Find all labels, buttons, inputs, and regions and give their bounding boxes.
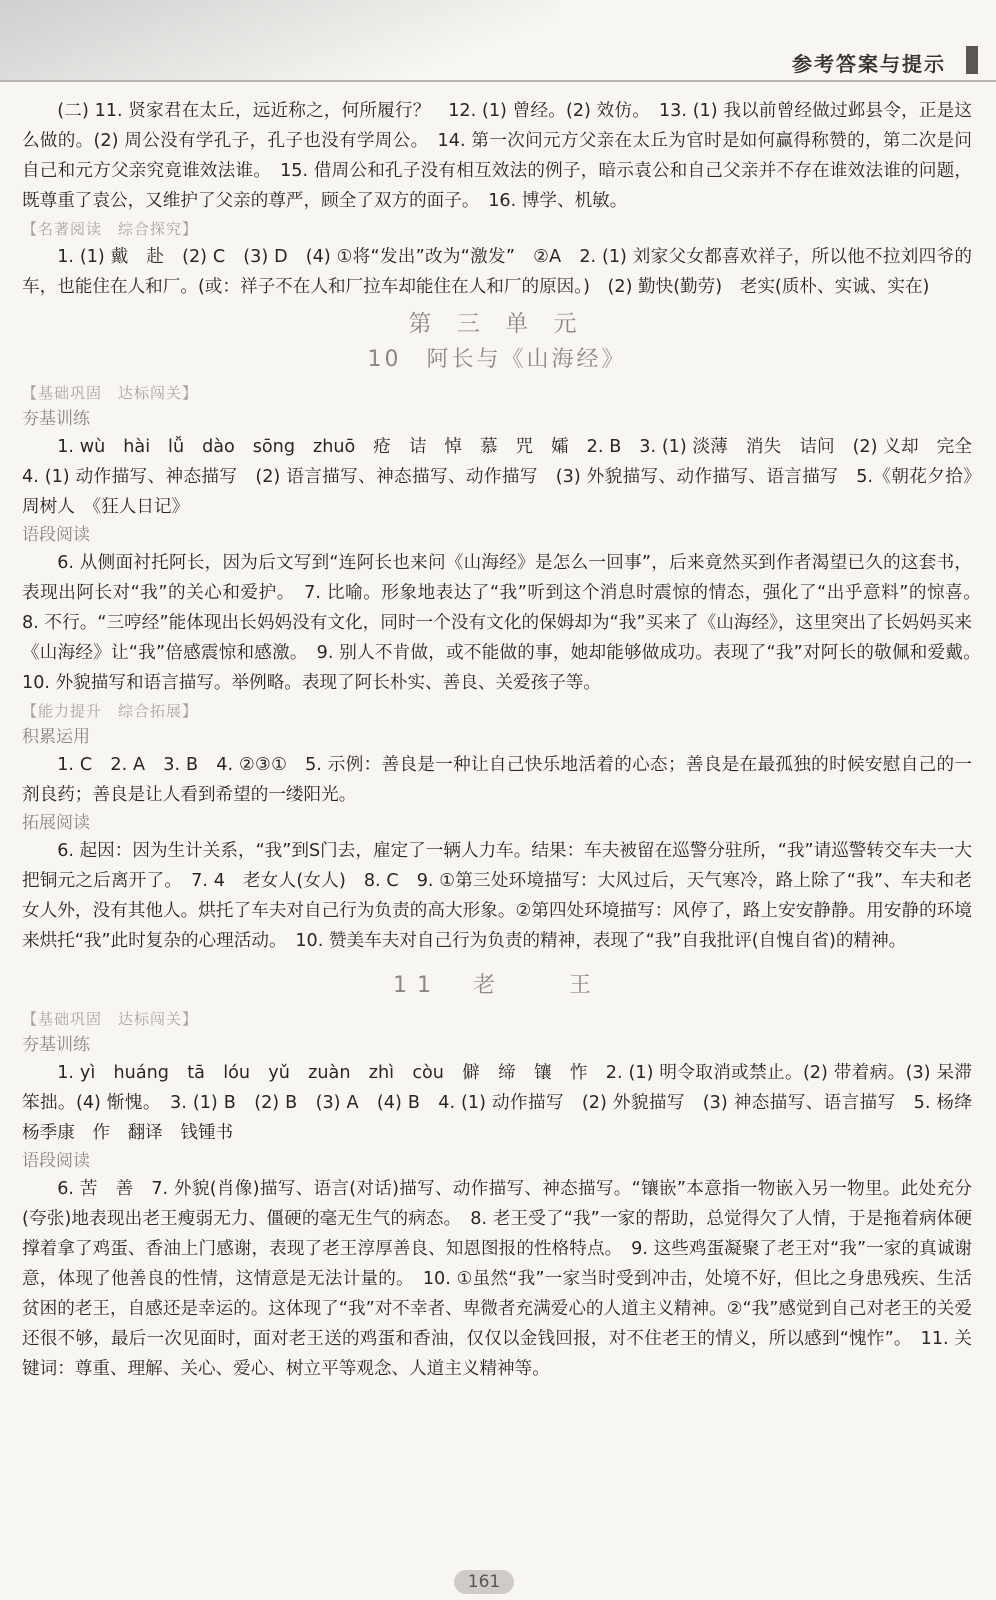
answer-paragraph: (二) 11. 贤家君在太丘，远近称之，何所履行？ 12. (1) 曾经。(2) 效仿。 13. (1) 我以前曾经做过邺县令，正是这么做的。(2) 周公没有学孔子，孔子也没有学周公。 14. 第一次问元方父亲在太丘为官时是如何赢得称赞的，第二次是问自己和元方父亲究竟谁效法谁。 15. 借周公和孔子没有相互效法的例子，暗示袁公和自己父亲并不存在谁效法谁的问题，既尊重了袁公，又维护了父亲的尊严，顾全了双方的面子。 16. 博学、机敏。 xyxy=(22,101,972,211)
section-label: 【基础巩固 达标闯关】 xyxy=(22,1010,199,1028)
answer-paragraph: 1. yì huáng tā lóu yǔ zuàn zhì còu 僻 缔 镶 怍 2. (1) 明令取消或禁止。(2) 带着病。(3) 呆滞笨拙。(4) 惭愧。 3. (1) B (2) B (3) A (4) B 4. (1) 动作描写 (2) 外貌描写 (3) 神态描写、语言描写 5. 杨绛 杨季康 作 翻译 钱锺书 xyxy=(22,1063,990,1143)
header-decoration xyxy=(0,0,560,80)
sub-section-label: 拓展阅读 xyxy=(22,813,90,833)
section-label: 【基础巩固 达标闯关】 xyxy=(22,384,199,402)
sub-section-label: 夯基训练 xyxy=(22,1035,90,1055)
section-label: 【名著阅读 综合探究】 xyxy=(22,220,199,238)
answer-paragraph: 1. C 2. A 3. B 4. ②③① 5. 示例：善良是一种让自己快乐地活着的心态；善良是在最孤独的时候安慰自己的一剂良药；善良是让人看到希望的一缕阳光。 xyxy=(22,755,972,805)
answer-content xyxy=(22,96,990,1384)
answer-paragraph: 6. 从侧面衬托阿长，因为后文写到“连阿长也来问《山海经》是怎么一回事”，后来竟然买到作者渴望已久的这套书，表现出阿长对“我”的关心和爱护。 7. 比喻。形象地表达了“我”听到这个消息时震惊的情态，强化了“出乎意料”的惊喜。 8. 不行。“三哼经”能体现出长妈妈没有文化，同时一个没有文化的保姆却为“我”买来了《山海经》，这里突出了长妈妈买来《山海经》让“我”倍感震惊和感激。 9. 别人不肯做，或不能做的事，她却能够做成功。表现了“我”对阿长的敬佩和爱戴。 10. 外貌描写和语言描写。举例略。表现了阿长朴实、善良、关爱孩子等。 xyxy=(22,553,990,693)
answer-paragraph: 1. wù hài lǚ dào sōng zhuō 疮 诘 悼 慕 咒 孀 2. B 3. (1) 淡薄 消失 诘问 (2) 义却 完全 4. (1) 动作描写、神态描写 (2) 语言描写、神态描写、动作描写 (3) 外貌描写、动作描写、语言描写 5.《朝花夕拾》 周树人 《狂人日记》 xyxy=(22,437,990,517)
answer-paragraph: 6. 苦 善 7. 外貌(肖像)描写、语言(对话)描写、动作描写、神态描写。“镶嵌”本意指一物嵌入另一物里。此处充分(夸张)地表现出老王瘦弱无力、僵硬的毫无生气的病态。 8. 老王受了“我”一家的帮助，总觉得欠了人情，于是拖着病体硬撑着拿了鸡蛋、香油上门感谢，表现了老王淳厚善良、知恩图报的性格特点。 9. 这些鸡蛋凝聚了老王对“我”一家的真诚谢意，体现了他善良的性情，这情意是无法计量的。 10. ①虽然“我”一家当时受到冲击，处境不好，但比之身患残疾、生活贫困的老王，自感还是幸运的。这体现了“我”对不幸者、卑微者充满爱心的人道主义精神。②“我”感觉到自己对老王的关爱还很不够，最后一次见面时，面对老王送的鸡蛋和香油，仅仅以金钱回报，对不住老王的情义，所以感到“愧怍”。 11. 关键词：尊重、理解、关心、爱心、树立平等观念、人道主义精神等。 xyxy=(22,1179,972,1379)
header-divider xyxy=(0,80,996,82)
lesson-title: 11 老 王 xyxy=(393,973,601,998)
header-bar xyxy=(966,46,978,74)
sub-section-label: 语段阅读 xyxy=(22,1151,90,1171)
unit-title: 第 三 单 元 xyxy=(408,311,586,337)
section-label: 【能力提升 综合拓展】 xyxy=(22,702,199,720)
answer-paragraph: 1. (1) 戴 赴 (2) C (3) D (4) ①将“发出”改为“激发” ②A 2. (1) 刘家父女都喜欢祥子，所以他不拉刘四爷的车，也能住在人和厂。(或：祥子不在人和厂拉车却能住在人和厂的原因。) (2) 勤快(勤劳) 老实(质朴、实诚、实在) xyxy=(22,247,972,297)
header-title: 参考答案与提示 xyxy=(792,52,946,76)
answer-paragraph: 6. 起因：因为生计关系，“我”到S门去，雇定了一辆人力车。结果：车夫被留在巡警分驻所，“我”请巡警转交车夫一大把铜元之后离开了。 7. 4 老女人(女人) 8. C 9. ①第三处环境描写：大风过后，天气寒冷，路上除了“我”、车夫和老女人外，没有其他人。烘托了车夫对自己行为负责的高大形象。②第四处环境描写：风停了，路上安安静静。用安静的环境来烘托“我”此时复杂的心理活动。 10. 赞美车夫对自己行为负责的精神，表现了“我”自我批评(自愧自省)的精神。 xyxy=(22,841,972,951)
sub-section-label: 积累运用 xyxy=(22,727,90,747)
sub-section-label: 夯基训练 xyxy=(22,409,90,429)
page-number: 161 xyxy=(454,1570,514,1594)
sub-section-label: 语段阅读 xyxy=(22,525,90,545)
lesson-title: 10 阿长与《山海经》 xyxy=(367,347,627,372)
